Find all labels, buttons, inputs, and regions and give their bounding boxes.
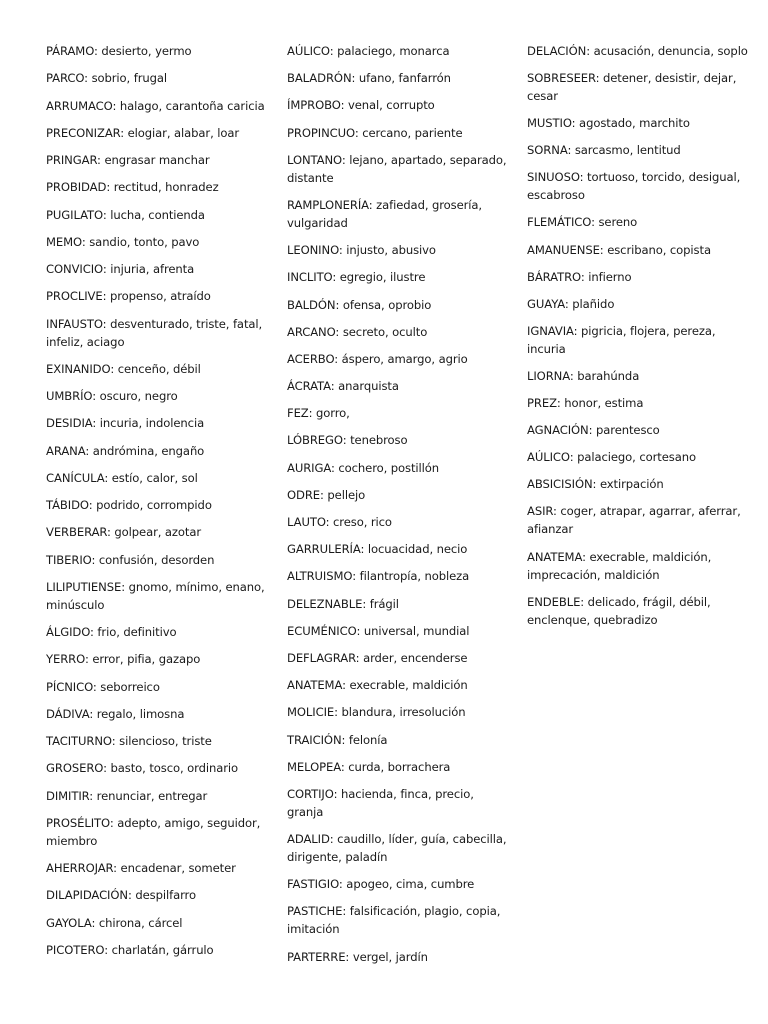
glossary-entry: GARRULERÍA: locuacidad, necio <box>287 542 468 557</box>
glossary-column-2 <box>287 42 509 975</box>
glossary-entry: TÁBIDO: podrido, corrompido <box>46 498 212 512</box>
glossary-entry: INFAUSTO: desventurado, triste, fatal, infeliz, aciago <box>46 316 263 349</box>
glossary-entry: AMANUENSE: escribano, copista <box>527 242 711 257</box>
glossary-entry: ARRUMACO: halago, carantoña caricia <box>46 98 265 113</box>
glossary-entry: INCLITO: egregio, ilustre <box>287 270 426 285</box>
glossary-entry: ABSICISIÓN: extirpación <box>527 477 664 492</box>
glossary-entry: PROSÉLITO: adepto, amigo, seguidor, miembro <box>46 815 261 848</box>
glossary-entry: LEONINO: injusto, abusivo <box>287 243 436 258</box>
glossary-entry: LILIPUTIENSE: gnomo, mínimo, enano, minúsculo <box>46 579 265 612</box>
glossary-entry: MELOPEA: curda, borrachera <box>287 759 451 774</box>
glossary-entry: BALDÓN: ofensa, oprobio <box>287 297 432 312</box>
glossary-entry: EXINANIDO: cenceño, débil <box>46 361 201 376</box>
glossary-entry: LIORNA: barahúnda <box>527 368 640 383</box>
glossary-entry: TIBERIO: confusión, desorden <box>46 552 215 567</box>
glossary-entry: AURIGA: cochero, postillón <box>287 460 440 475</box>
glossary-entry: ENDEBLE: delicado, frágil, débil, enclenque, quebradizo <box>527 594 711 627</box>
glossary-entry: ACERBO: áspero, amargo, agrio <box>287 351 468 366</box>
glossary-entry: PICOTERO: charlatán, gárrulo <box>46 942 214 957</box>
glossary-entry: ÁCRATA: anarquista <box>287 379 399 394</box>
glossary-entry: SINUOSO: tortuoso, torcido, desigual, escabroso <box>527 170 741 203</box>
glossary-entry: MOLICIE: blandura, irresolución <box>287 705 466 720</box>
glossary-entry: SOBRESEER: detener, desistir, dejar, cesar <box>527 71 737 104</box>
glossary-entry: FASTIGIO: apogeo, cima, cumbre <box>287 877 475 892</box>
glossary-entry: ASIR: coger, atrapar, agarrar, aferrar, afianzar <box>527 504 741 537</box>
glossary-column-1 <box>46 42 268 968</box>
glossary-entry: PRINGAR: engrasar manchar <box>46 153 210 167</box>
glossary-entry: FEZ: gorro, <box>287 406 350 421</box>
glossary-entry: YERRO: error, pifia, gazapo <box>46 652 201 667</box>
glossary-entry: ADALID: caudillo, líder, guía, cabecilla, dirigente, paladín <box>287 832 507 865</box>
glossary-entry: PROBIDAD: rectitud, honradez <box>46 180 219 195</box>
glossary-entry: DESIDIA: incuria, indolencia <box>46 416 205 431</box>
glossary-entry: DIMITIR: renunciar, entregar <box>46 788 208 803</box>
glossary-entry: TRAICIÓN: felonía <box>287 732 388 747</box>
glossary-entry: GROSERO: basto, tosco, ordinario <box>46 761 239 776</box>
glossary-entry: ARANA: andrómina, engaño <box>46 443 205 458</box>
glossary-entry: ALTRUISMO: filantropía, nobleza <box>287 569 470 584</box>
glossary-entry: ANATEMA: execrable, maldición, imprecación, maldición <box>527 549 712 582</box>
glossary-entry: PRECONIZAR: elogiar, alabar, loar <box>46 125 240 140</box>
glossary-entry: ECUMÉNICO: universal, mundial <box>287 623 470 638</box>
glossary-entry: GUAYA: plañido <box>527 296 615 311</box>
glossary-entry: PARTERRE: vergel, jardín <box>287 949 428 964</box>
glossary-entry: DÁDIVA: regalo, limosna <box>46 706 185 721</box>
glossary-column-3 <box>527 42 757 638</box>
glossary-entry: PÍCNICO: seborreico <box>46 679 160 694</box>
glossary-entry: TACITURNO: silencioso, triste <box>46 734 212 748</box>
glossary-entry: PUGILATO: lucha, contienda <box>46 207 205 222</box>
glossary-entry: PASTICHE: falsificación, plagio, copia, imitación <box>287 904 501 937</box>
glossary-entry: DILAPIDACIÓN: despilfarro <box>46 888 196 903</box>
glossary-entry: LONTANO: lejano, apartado, separado, distante <box>287 152 507 185</box>
glossary-entry: IGNAVIA: pigricia, flojera, pereza, incuria <box>527 323 716 356</box>
glossary-entry: CONVICIO: injuria, afrenta <box>46 262 195 276</box>
glossary-entry: PROCLIVE: propenso, atraído <box>46 289 211 304</box>
glossary-entry: DEFLAGRAR: arder, encenderse <box>287 650 468 665</box>
glossary-entry: BALADRÓN: ufano, fanfarrón <box>287 71 451 86</box>
glossary-entry: AÚLICO: palaciego, monarca <box>287 44 450 58</box>
glossary-entry: ODRE: pellejo <box>287 487 366 502</box>
glossary-entry: PARCO: sobrio, frugal <box>46 71 167 86</box>
glossary-entry: BÁRATRO: infierno <box>527 269 632 284</box>
glossary-entry: PREZ: honor, estima <box>527 396 644 411</box>
glossary-entry: ARCANO: secreto, oculto <box>287 324 428 339</box>
glossary-entry: ÍMPROBO: venal, corrupto <box>287 98 435 113</box>
glossary-entry: FLEMÁTICO: sereno <box>527 215 638 230</box>
glossary-entry: AGNACIÓN: parentesco <box>527 423 660 438</box>
glossary-entry: VERBERAR: golpear, azotar <box>46 525 202 540</box>
glossary-entry: LÓBREGO: tenebroso <box>287 433 408 448</box>
glossary-entry: DELACIÓN: acusación, denuncia, soplo <box>527 44 748 58</box>
glossary-entry: ANATEMA: execrable, maldición <box>287 678 468 693</box>
glossary-entry: UMBRÍO: oscuro, negro <box>46 389 178 403</box>
glossary-entry: SORNA: sarcasmo, lentitud <box>527 143 681 158</box>
glossary-entry: DELEZNABLE: frágil <box>287 596 399 611</box>
glossary-entry: ÁLGIDO: frio, definitivo <box>46 625 177 639</box>
glossary-entry: LAUTO: creso, rico <box>287 515 392 529</box>
glossary-entry: CANÍCULA: estío, calor, sol <box>46 470 198 485</box>
glossary-entry: AHERROJAR: encadenar, someter <box>46 861 236 875</box>
glossary-entry: MEMO: sandio, tonto, pavo <box>46 234 200 249</box>
glossary-entry: PÁRAMO: desierto, yermo <box>46 44 192 58</box>
glossary-entry: AÚLICO: palaciego, cortesano <box>527 450 696 465</box>
glossary-entry: GAYOLA: chirona, cárcel <box>46 915 183 930</box>
glossary-entry: CORTIJO: hacienda, finca, precio, granja <box>287 786 474 819</box>
glossary-entry: RAMPLONERÍA: zafiedad, grosería, vulgaridad <box>287 197 483 230</box>
glossary-entry: MUSTIO: agostado, marchito <box>527 116 690 131</box>
glossary-entry: PROPINCUO: cercano, pariente <box>287 125 463 140</box>
